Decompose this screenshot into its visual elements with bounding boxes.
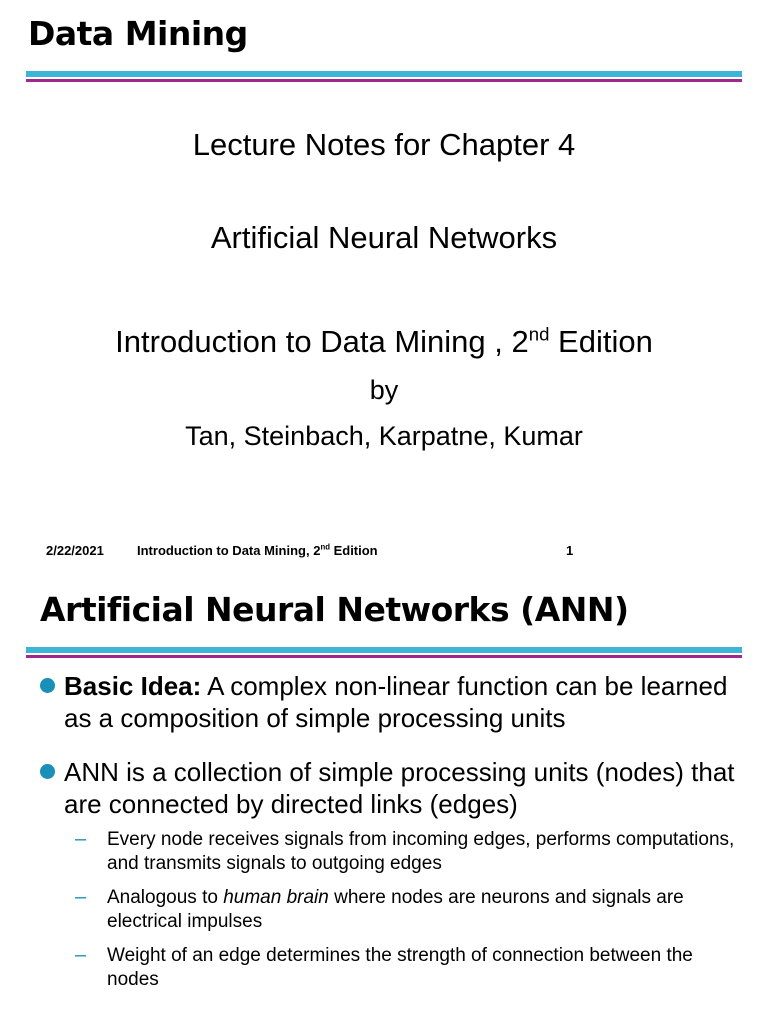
title-rule-purple	[26, 79, 742, 82]
bullet-dot-icon	[40, 678, 55, 693]
bullet-text: A complex non-linear function can be learned as a composition of simple processing units	[64, 671, 728, 733]
bullet-text: ANN is a collection of simple processing units (nodes) that are connected by directed links (edges)	[64, 757, 735, 819]
sub-bullet-node-signals	[64, 828, 738, 876]
bullet-bold-label: Basic Idea:	[64, 671, 202, 701]
bullet-list	[38, 670, 738, 1014]
dash-icon: –	[75, 886, 87, 908]
edition-text: Edition	[549, 324, 653, 359]
bullet-dot-icon	[40, 764, 55, 779]
sub-bullet-text-pre: Analogous to	[107, 887, 224, 908]
footer-book	[137, 543, 378, 558]
dash-icon: –	[75, 944, 87, 966]
by-line: by	[369, 375, 399, 405]
bullet-basic-idea	[38, 670, 738, 734]
bullet-ann-definition	[38, 756, 738, 992]
topic-line: Artificial Neural Networks	[210, 220, 558, 255]
sub-bullet-text: Every node receives signals from incoming edges, performs computations, and transmits signals to outgoing edges	[107, 829, 735, 874]
footer-superscript: nd	[320, 542, 330, 552]
sub-bullet-emphasis: human brain	[223, 887, 329, 908]
lecture-notes-line: Lecture Notes for Chapter 4	[192, 127, 576, 162]
footer-edition-text: Edition	[329, 543, 378, 558]
footer-book-text: Introduction to Data Mining, 2	[137, 543, 321, 558]
slide-title: Artificial Neural Networks (ANN)	[40, 590, 629, 629]
sub-bullet-text-post: where nodes are neurons and signals are electrical impulses	[107, 887, 684, 932]
authors-line: Tan, Steinbach, Karpatne, Kumar	[185, 421, 583, 451]
sub-bullet-human-brain	[64, 886, 738, 934]
edition-superscript: nd	[528, 323, 550, 345]
slide-title: Data Mining	[28, 14, 248, 53]
sub-bullet-edge-weight	[64, 944, 738, 992]
content-slide	[0, 580, 768, 1024]
title-rule-cyan	[26, 647, 742, 653]
footer-date: 2/22/2021	[46, 543, 104, 558]
sub-bullet-list	[64, 828, 738, 992]
book-title-line	[0, 324, 768, 360]
sub-bullet-text: Weight of an edge determines the strength of connection between the nodes	[107, 945, 693, 990]
book-title-text: Introduction to Data Mining , 2	[115, 324, 529, 359]
footer-page-number: 1	[566, 543, 574, 558]
dash-icon: –	[75, 828, 87, 850]
title-rule-purple	[26, 655, 742, 658]
title-rule-cyan	[26, 71, 742, 77]
